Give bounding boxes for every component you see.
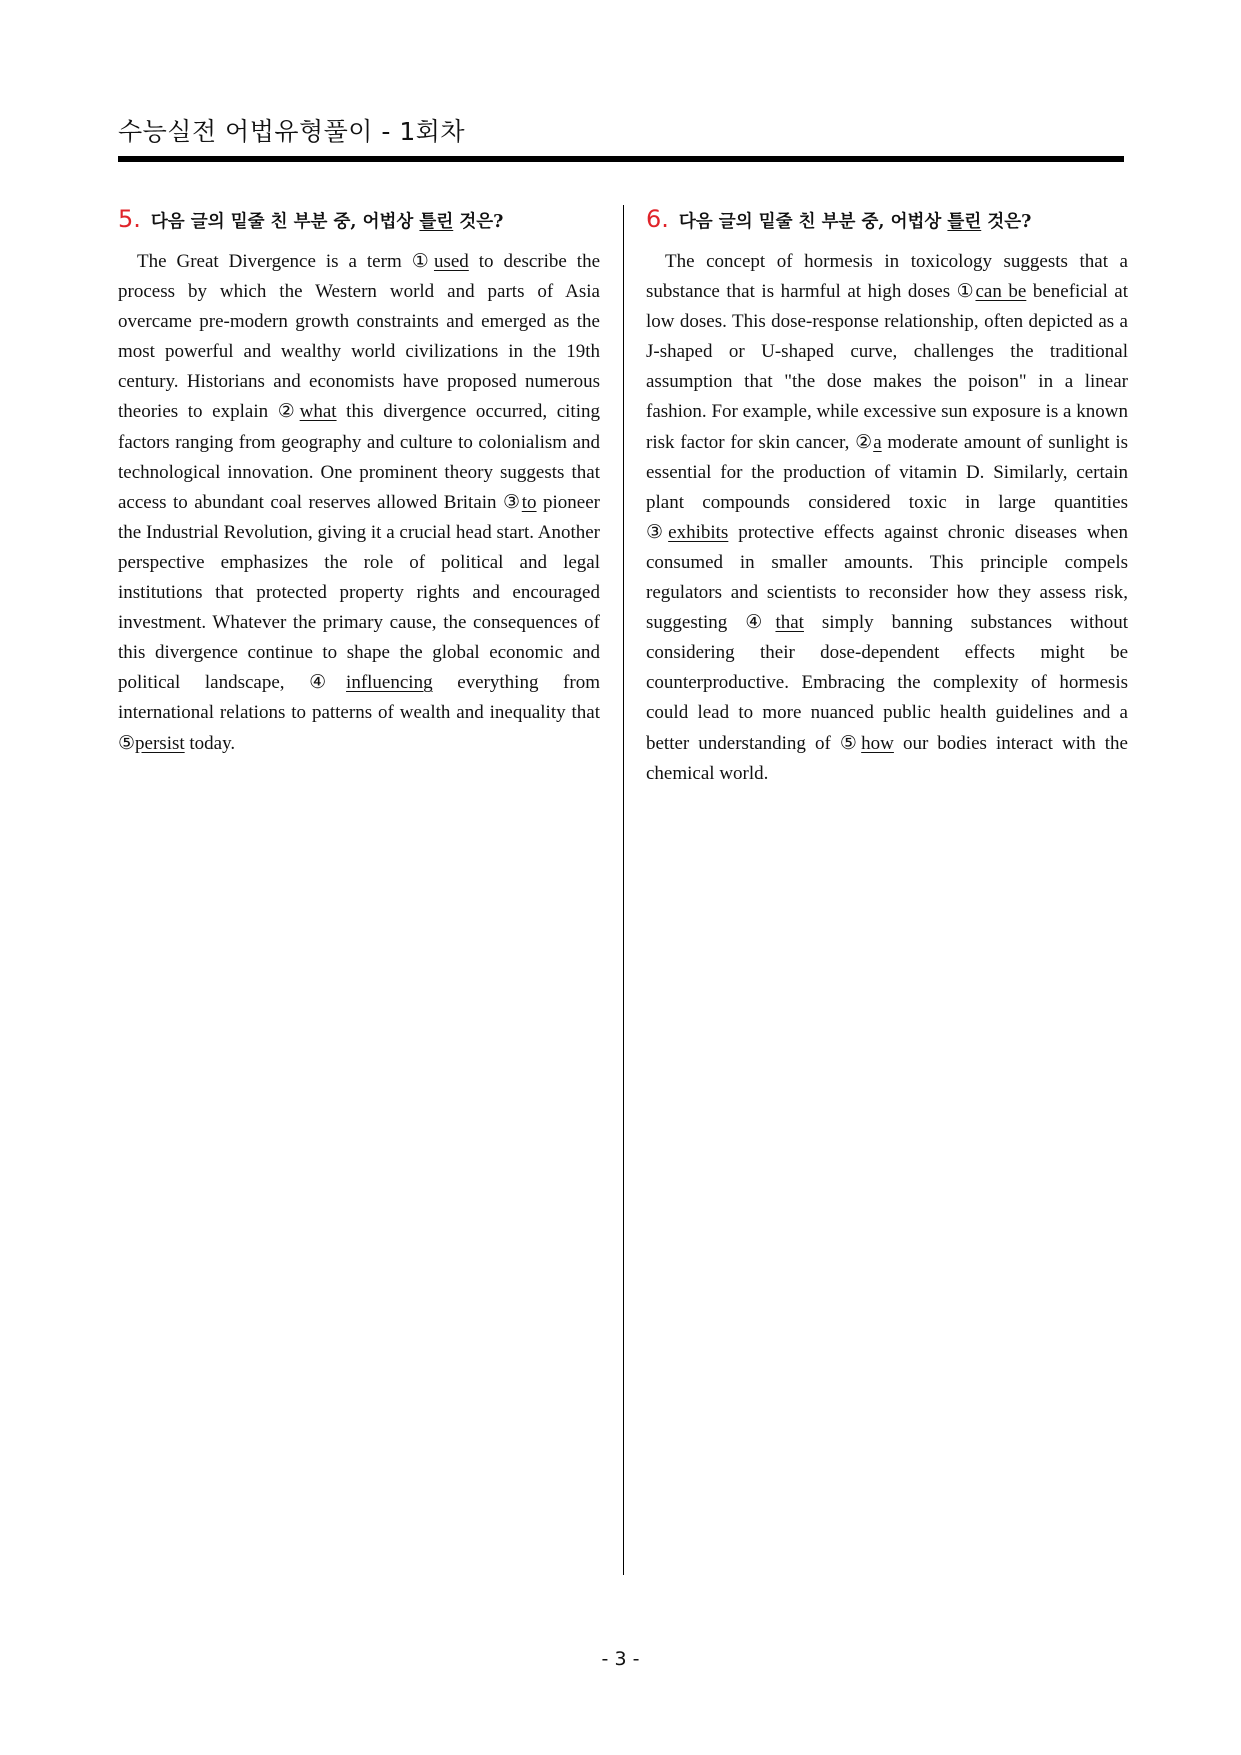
question-prompt: 다음 글의 밑줄 친 부분 중, 어법상 틀린 것은?	[678, 212, 1032, 232]
prompt-emphasis: 틀린	[947, 212, 982, 232]
passage-segment: beneficial at low doses. This dose-response relationship, often depicted as a J-shaped or U-shaped curve, challenges the traditional assumption that "the dose makes the poison" in a linear fashion. For example, while excessive sun exposure is a known risk factor for skin cancer,	[646, 281, 1128, 453]
underlined-choice: exhibits	[668, 521, 729, 543]
choice-marker: ⑤	[839, 732, 862, 754]
choice-marker: ③	[646, 521, 669, 543]
header-rule	[118, 156, 1124, 162]
underlined-choice: to	[521, 491, 537, 513]
page-title: 수능실전 어법유형풀이 - 1회차	[118, 117, 466, 146]
choice-marker: ①	[411, 251, 434, 272]
passage-segment: to describe the process by which the Western world and parts of Asia overcame pre-modern growth constraints and emerged as the most powerful and wealthy world civilizations in the 19th century. Historians and economists have proposed numerous theories to explain	[118, 251, 600, 423]
passage-segment: moderate amount of sunlight is essential for the production of vitamin D. Similarly, certain plant compounds considered toxic in large quantities	[646, 431, 1128, 513]
passage-segment: The Great Divergence is a term	[137, 251, 412, 272]
underlined-choice: used	[433, 251, 469, 272]
underlined-choice: what	[299, 401, 337, 423]
passage-segment: pioneer the Industrial Revolution, giving it a crucial head start. Another perspective emphasizes the role of political and legal institutions that protected property rights and encouraged investment. Whatever the primary cause, the consequences of this divergence continue to shape the global economic and political landscape,	[118, 491, 600, 694]
passage-segment: The concept of hormesis in toxicology suggests that a substance that is harmful at high doses	[646, 251, 1128, 303]
underlined-choice: influencing	[346, 672, 433, 694]
column-divider	[623, 205, 624, 1575]
passage-segment: today.	[184, 732, 236, 754]
passage-segment: protective effects against chronic diseases when consumed in smaller amounts. This principle compels regulators and scientists to reconsider how they assess risk, suggesting	[646, 521, 1128, 634]
passage-text	[646, 247, 1128, 789]
choice-marker: ②	[855, 431, 874, 453]
question-5-heading	[118, 205, 600, 233]
question-prompt: 다음 글의 밑줄 친 부분 중, 어법상 틀린 것은?	[150, 212, 504, 232]
underlined-choice: that	[775, 612, 804, 634]
question-number: 5.	[118, 205, 141, 233]
choice-marker: ⑤	[118, 732, 136, 754]
prompt-emphasis: 틀린	[419, 212, 454, 232]
underlined-choice: a	[873, 431, 882, 453]
choice-marker: ①	[956, 281, 976, 303]
passage-segment: everything from international relations to patterns of wealth and inequality that	[118, 672, 600, 724]
passage-segment: simply banning substances without considering their dose-dependent effects might be counterproductive. Embracing the complexity of hormesis could lead to more nuanced public health guidelines and a better understanding of	[646, 612, 1128, 754]
page-number: - 3 -	[601, 1648, 640, 1670]
underlined-choice: how	[861, 732, 894, 754]
choice-marker: ③	[503, 491, 522, 513]
question-number: 6.	[646, 205, 669, 233]
passage-segment: this divergence occurred, citing factors ranging from geography and culture to colonialism and technological innovation. One prominent theory suggests that access to abundant coal reserves allowed Britain	[118, 401, 600, 513]
choice-marker: ④	[309, 672, 347, 694]
question-5	[118, 205, 600, 759]
passage-segment: our bodies interact with the chemical world.	[646, 732, 1128, 784]
underlined-choice: persist	[135, 732, 185, 754]
passage-text	[118, 247, 600, 759]
choice-marker: ②	[277, 401, 300, 423]
choice-marker: ④	[745, 612, 776, 634]
underlined-choice: can be	[975, 281, 1027, 303]
question-6	[646, 205, 1128, 789]
question-6-heading	[646, 205, 1128, 233]
